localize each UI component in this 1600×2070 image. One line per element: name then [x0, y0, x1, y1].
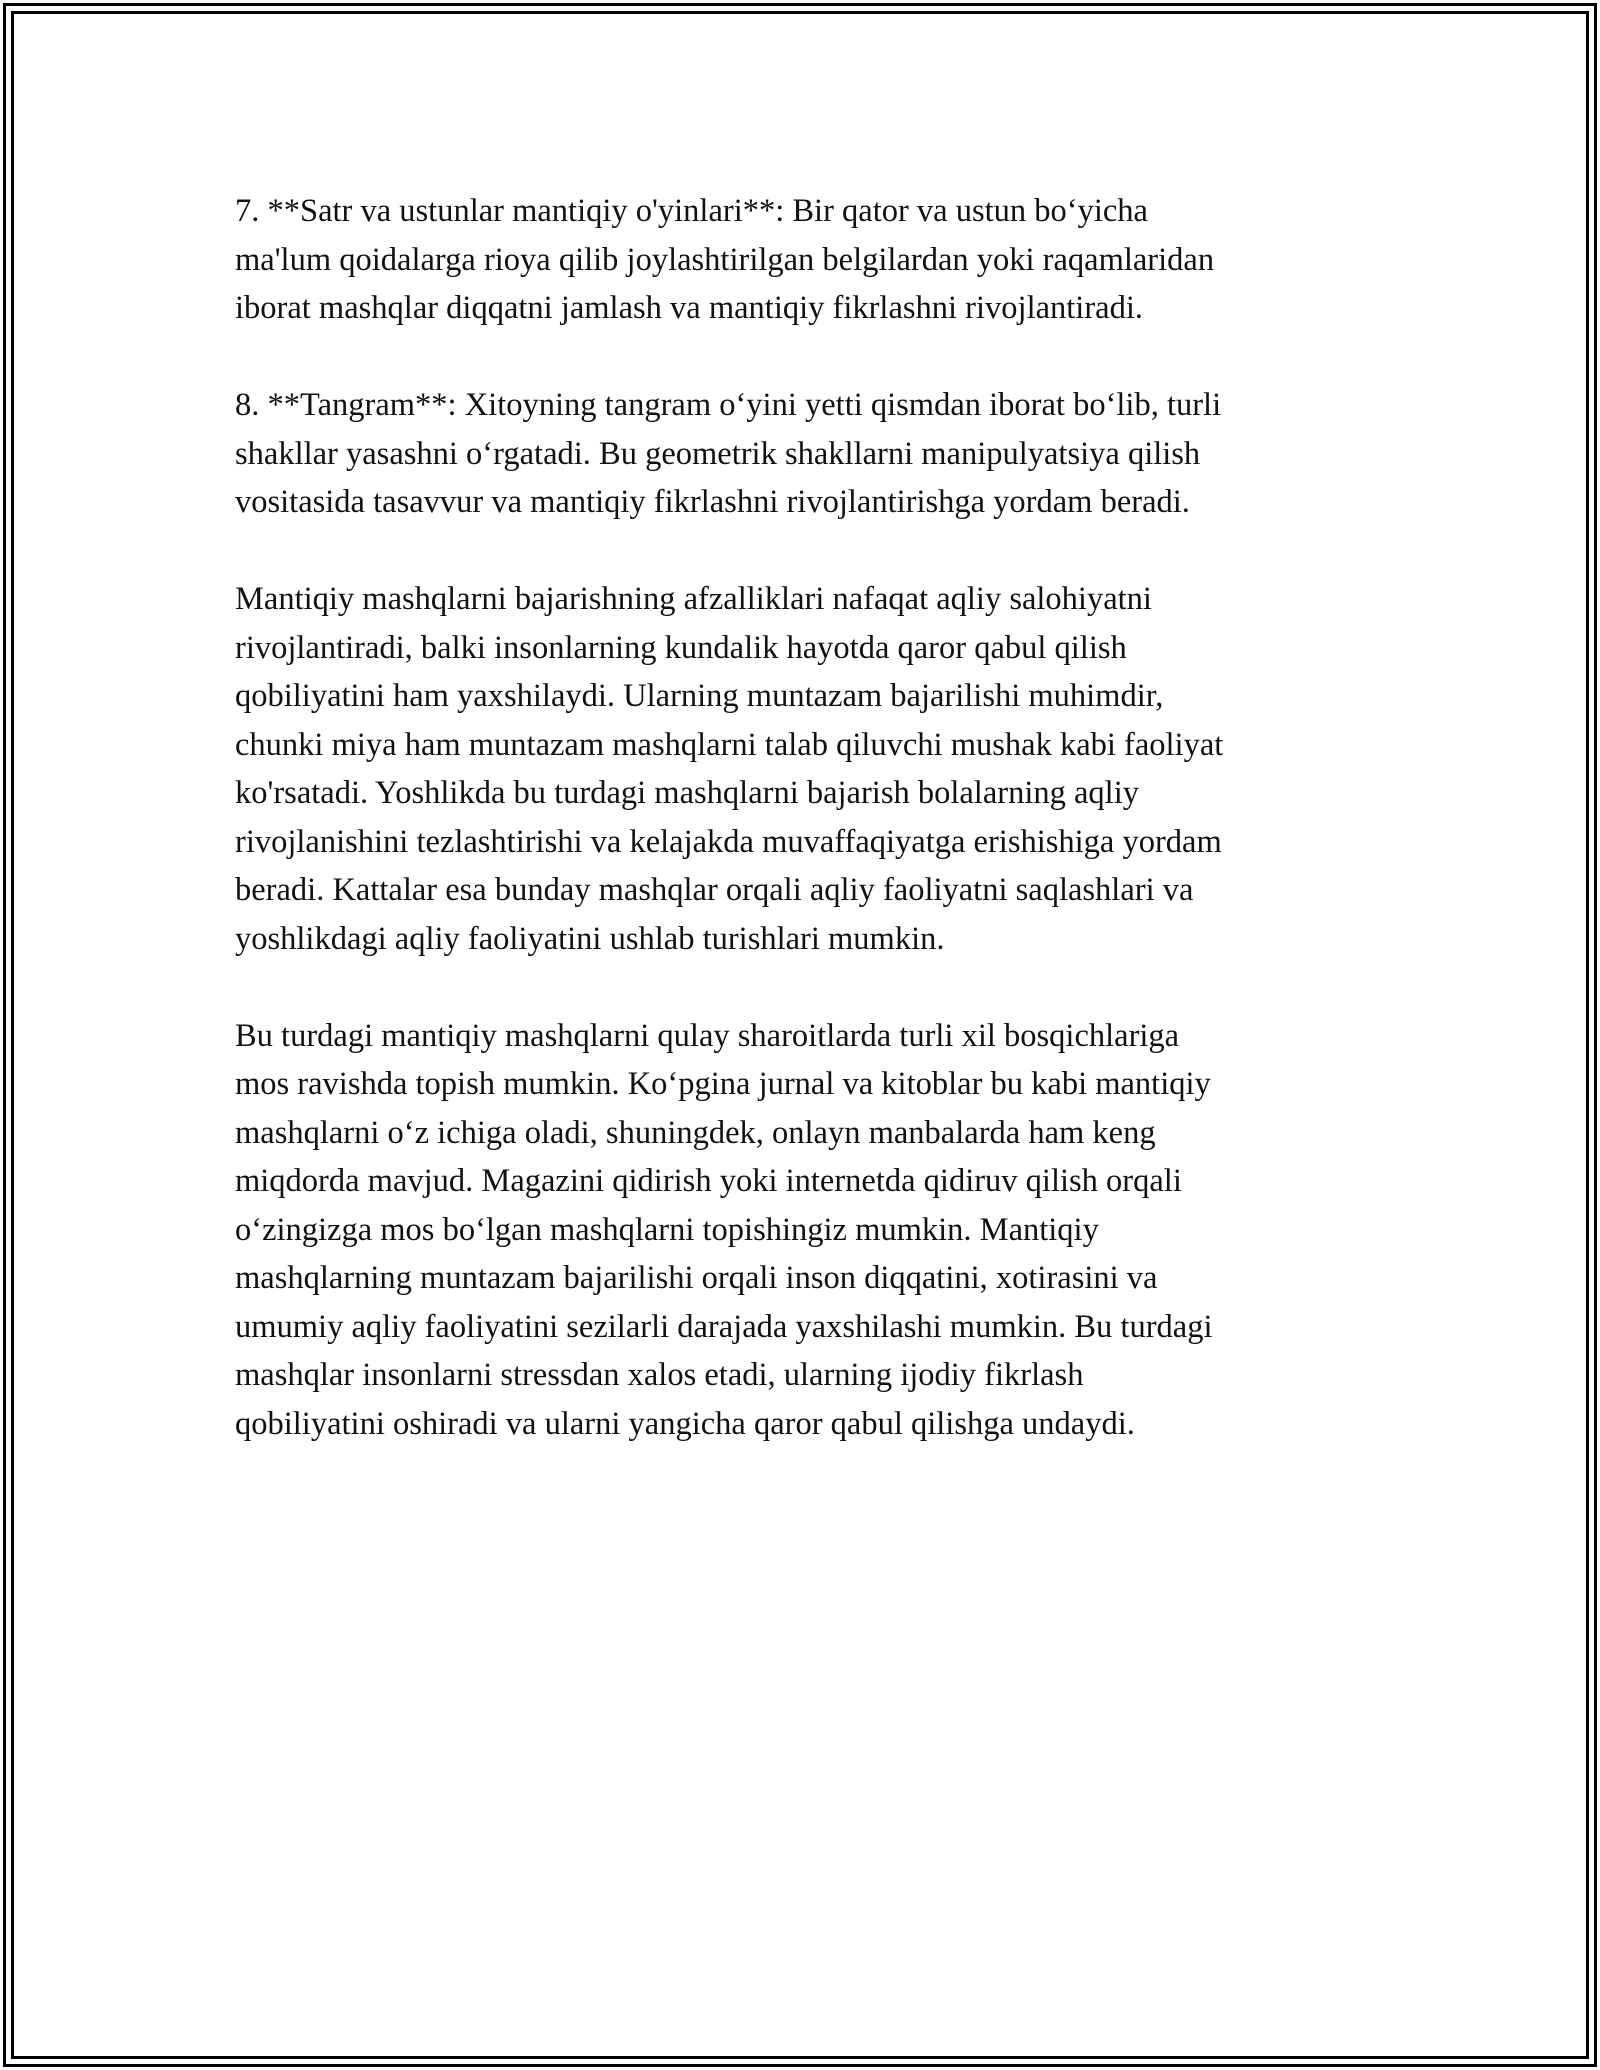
document-body — [235, 187, 1365, 1497]
paragraph-tangram: 8. **Tangram**: Xitoyning tangram o‘yini yetti qismdan iborat bo‘lib, turli shakllar yasashni o‘rgatadi. Bu geometrik shakllarni manipulyatsiya qilish vositasida tasavvur va mantiqiy fikrlashni rivojlantirishga yordam beradi. — [235, 387, 1222, 520]
paragraph-benefits: Mantiqiy mashqlarni bajarishning afzalliklari nafaqat aqliy salohiyatni rivojlantiradi, balki insonlarning kundalik hayotda qaror qabul qilish qobiliyatini ham yaxshilaydi. Ularning muntazam bajarilishi muhimdir, chunki miya ham muntazam mashqlarni talab qiluvchi mushak kabi faoliyat ko'rsatadi. Yoshlikda bu turdagi mashqlarni bajarish bolalarning aqliy rivojlanishini tezlashtirishi va kelajakda muvaffaqiyatga erishishiga yordam beradi. Kattalar esa bunday mashqlar orqali aqliy faoliyatni saqlashlari va yoshlikdagi aqliy faoliyatini ushlab turishlari mumkin. — [235, 581, 1224, 957]
paragraph-tangram-rule-games: 7. **Satr va ustunlar mantiqiy o'yinlari**: Bir qator va ustun bo‘yicha ma'lum qoidalarga rioya qilib joylashtirilgan belgilardan yoki raqamlaridan iborat mashqlar diqqatni jamlash va mantiqiy fikrlashni rivojlantiradi. — [235, 193, 1215, 326]
paragraph-where-to-find: Bu turdagi mantiqiy mashqlarni qulay sharoitlarda turli xil bosqichlariga mos ravishda topish mumkin. Ko‘pgina jurnal va kitoblar bu kabi mantiqiy mashqlarni o‘z ichiga oladi, shuningdek, onlayn manbalarda ham keng miqdorda mavjud. Magazini qidirish yoki internetda qidiruv qilish orqali o‘zingizga mos bo‘lgan mashqlarni topishingiz mumkin. Mantiqiy mashqlarning muntazam bajarilishi orqali inson diqqatini, xotirasini va umumiy aqliy faoliyatini sezilarli darajada yaxshilashi mumkin. Bu turdagi mashqlar insonlarni stressdan xalos etadi, ularning ijodiy fikrlash qobiliyatini oshiradi va ularni yangicha qaror qabul qilishga undaydi. — [235, 1017, 1213, 1442]
